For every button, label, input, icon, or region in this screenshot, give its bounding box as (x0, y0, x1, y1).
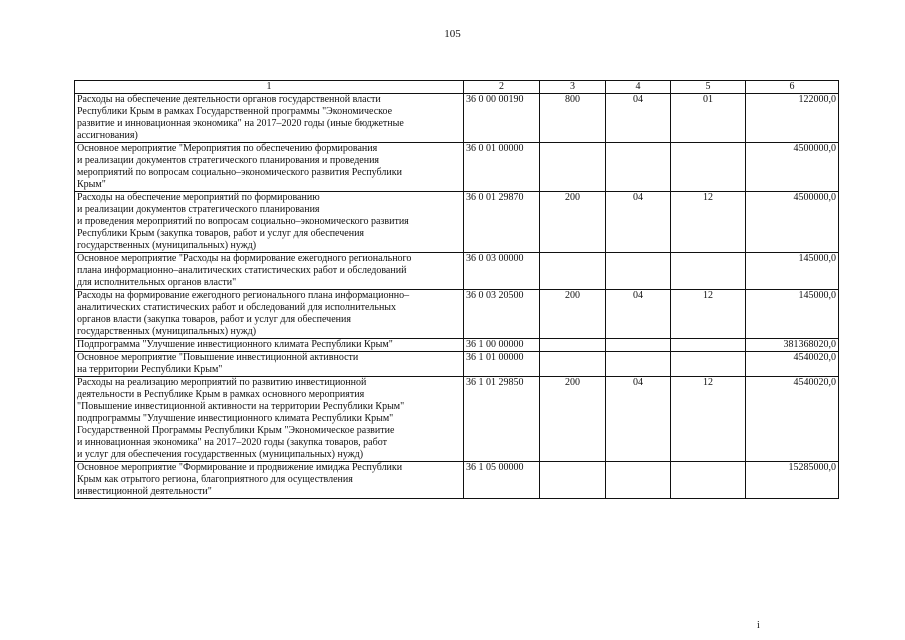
row-code: 36 0 00 00190 (464, 94, 540, 143)
row-code: 36 1 01 00000 (464, 352, 540, 377)
header-cell: 5 (671, 81, 746, 94)
row-code: 36 1 01 29850 (464, 377, 540, 462)
table-row (75, 253, 839, 290)
row-amount: 381368020,0 (746, 339, 839, 352)
row-amount: 145000,0 (746, 253, 839, 290)
row-col5 (671, 462, 746, 499)
row-name: Основное мероприятие "Расходы на формирование ежегодного регионального плана информационно–аналитических статистических работ и обследований для исполнительных органов власти" (75, 253, 464, 290)
row-col5 (671, 339, 746, 352)
table-row (75, 143, 839, 192)
row-amount: 4500000,0 (746, 192, 839, 253)
row-col5 (671, 352, 746, 377)
row-name: Расходы на формирование ежегодного регионального плана информационно– аналитических статистических работ и обследований для исполнительных органов власти (закупка товаров, работ и услуг для обеспечения государственных (муниципальных) нужд) (75, 290, 464, 339)
row-col5: 01 (671, 94, 746, 143)
row-col4: 04 (606, 94, 671, 143)
row-col3: 200 (540, 290, 606, 339)
row-code: 36 1 05 00000 (464, 462, 540, 499)
row-name: Подпрограмма "Улучшение инвестиционного климата Республики Крым" (75, 339, 464, 352)
row-code: 36 1 00 00000 (464, 339, 540, 352)
row-name: Основное мероприятие "Мероприятия по обеспечению формирования и реализации документов стратегического планирования и проведения мероприятий по вопросам социально–экономического развития Республики Крым" (75, 143, 464, 192)
row-col3: 800 (540, 94, 606, 143)
row-col3 (540, 253, 606, 290)
table-row (75, 352, 839, 377)
row-code: 36 0 01 00000 (464, 143, 540, 192)
row-code: 36 0 03 20500 (464, 290, 540, 339)
row-name: Основное мероприятие "Повышение инвестиционной активности на территории Республики Крым" (75, 352, 464, 377)
row-col4 (606, 352, 671, 377)
corner-mark: i (757, 620, 760, 631)
row-col4: 04 (606, 377, 671, 462)
row-col3 (540, 462, 606, 499)
row-col3 (540, 352, 606, 377)
budget-table (74, 80, 839, 499)
row-amount: 4500000,0 (746, 143, 839, 192)
header-cell: 1 (75, 81, 464, 94)
header-cell: 4 (606, 81, 671, 94)
row-col5 (671, 253, 746, 290)
row-col4: 04 (606, 192, 671, 253)
row-col4 (606, 462, 671, 499)
row-name: Расходы на обеспечение деятельности органов государственной власти Республики Крым в рамках Государственной программы "Экономическое развитие и инновационная экономика" на 2017–2020 годы (иные бюджетные ассигнования) (75, 94, 464, 143)
row-name: Расходы на обеспечение мероприятий по формированию и реализации документов стратегического планирования и проведения мероприятий по вопросам социально–экономического развития Республики Крым (закупка товаров, работ и услуг для обеспечения государственных (муниципальных) нужд) (75, 192, 464, 253)
table-row (75, 192, 839, 253)
table-row (75, 377, 839, 462)
header-cell: 2 (464, 81, 540, 94)
page-number: 105 (444, 28, 461, 40)
row-col4 (606, 339, 671, 352)
row-col4: 04 (606, 290, 671, 339)
header-cell: 3 (540, 81, 606, 94)
row-col3: 200 (540, 192, 606, 253)
row-col5: 12 (671, 192, 746, 253)
row-amount: 4540020,0 (746, 377, 839, 462)
row-code: 36 0 03 00000 (464, 253, 540, 290)
header-row (75, 81, 839, 94)
row-name: Расходы на реализацию мероприятий по развитию инвестиционной деятельности в Республике Крым в рамках основного мероприятия "Повышение инвестиционной активности на территории Республики Крым" подпрограммы "Улучшение инвестиционного климата Республики Крым" Государственной Программы Республики Крым "Экономическое развитие и инновационная экономика" на 2017–2020 годы (закупка товаров, работ и услуг для обеспечения государственных (муниципальных) нужд) (75, 377, 464, 462)
row-col4 (606, 143, 671, 192)
header-cell: 6 (746, 81, 839, 94)
row-col5: 12 (671, 290, 746, 339)
row-code: 36 0 01 29870 (464, 192, 540, 253)
table-row (75, 290, 839, 339)
table-row (75, 94, 839, 143)
row-col3 (540, 339, 606, 352)
row-col3 (540, 143, 606, 192)
table-row (75, 462, 839, 499)
row-name: Основное мероприятие "Формирование и продвижение имиджа Республики Крым как отрытого региона, благоприятного для осуществления инвестиционной деятельности" (75, 462, 464, 499)
row-col5: 12 (671, 377, 746, 462)
row-amount: 145000,0 (746, 290, 839, 339)
row-col3: 200 (540, 377, 606, 462)
row-amount: 15285000,0 (746, 462, 839, 499)
row-amount: 4540020,0 (746, 352, 839, 377)
table-row (75, 339, 839, 352)
row-col4 (606, 253, 671, 290)
row-amount: 122000,0 (746, 94, 839, 143)
row-col5 (671, 143, 746, 192)
